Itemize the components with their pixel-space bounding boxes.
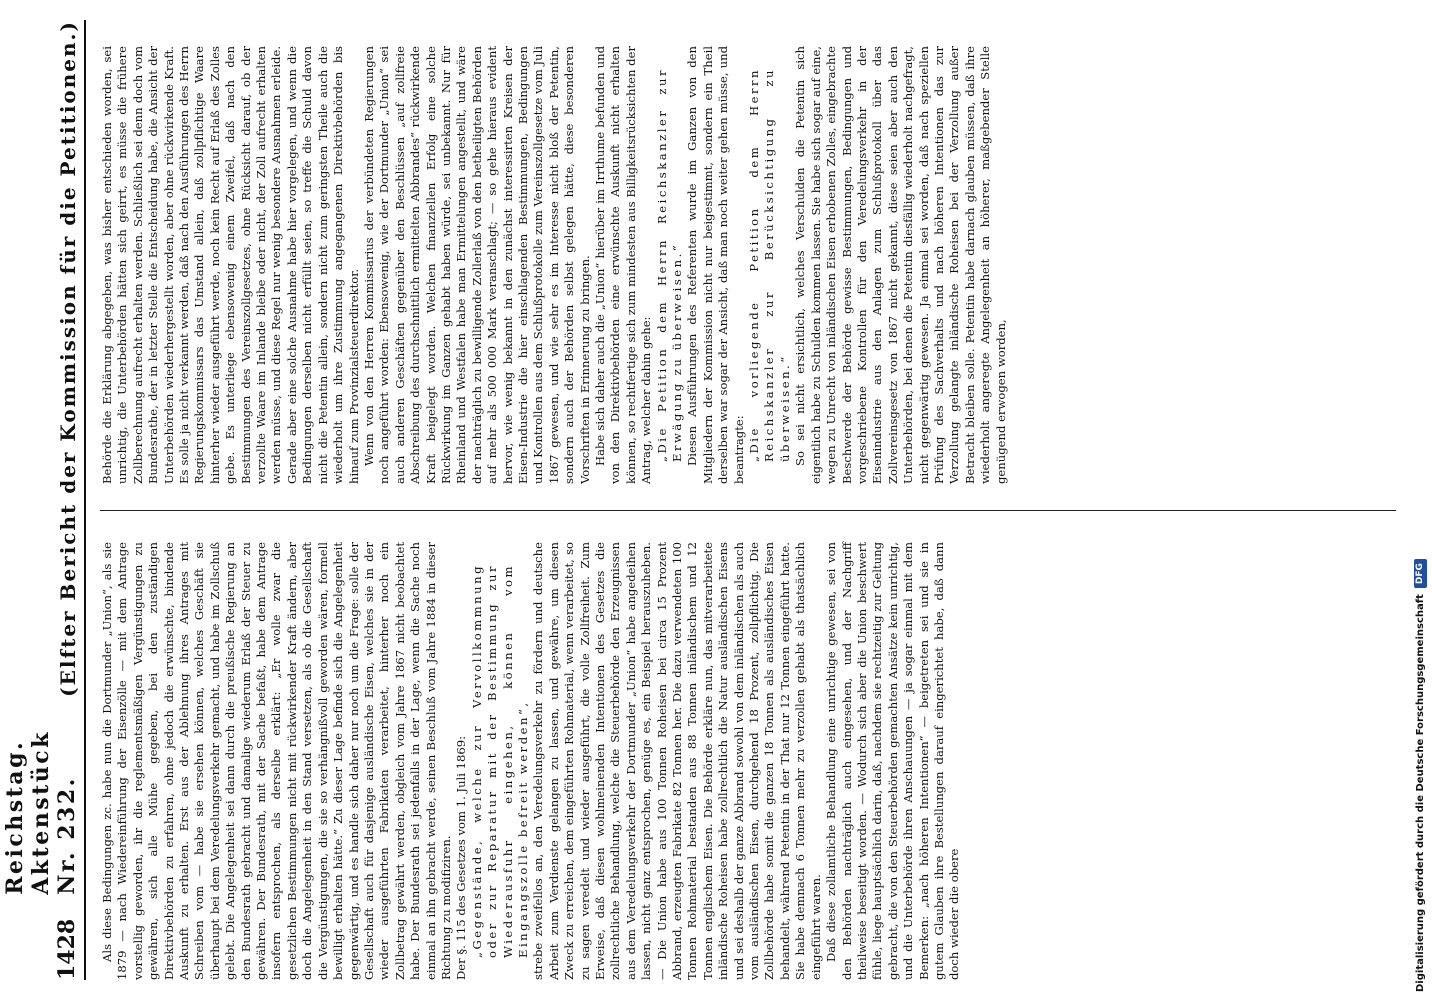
document-page: [2, 20, 1406, 980]
paragraph: Wenn von den Herren Kommissarius der verbündeten Regierungen noch angeführt worden: Ebensowenig, wie der Dortmunder „Union“ sei auch anderen Geschäften gegenüber den Beschlüssen „auf zollfreie Abschreibung des durchschnittlich ermittelten Abbrandes“ rückwirkende Kraft beigelegt worden. Welchen finanziellen Erfolg eine solche Rückwirkung im Ganzen gehabt haben würde, sei unbekannt. Nur für Rheinland und Westfalen habe man Ermittelungen angestellt, und wäre der nachträglich zu bewilligende Zollerlaß von den betheiligten Behörden auf mehr als 500 000 Mark veranschlagt; — so gehe hieraus evident hervor, wie wenig bekannt in den zunächst interessirten Kreisen der Eisen-Industrie die hier einschlagenden Bestimmungen, Bedingungen und Kontrollen aus dem Schlußprotokolle zum Vereinszollgesetze vom Juli 1867 gewesen, und wie sehr es im Interesse nicht bloß der Petentin, sondern auch der Behörden selbst gelegen hätte, diese besonderen Vorschriften in Erinnerung zu bringen.: [361, 46, 592, 484]
quotation: „Die Petition dem Herrn Reichskanzler zur Erwägung zu überweisen.“: [654, 68, 685, 462]
page-header: [2, 20, 86, 980]
footer-line: [1410, 2, 1430, 992]
column-divider: [100, 510, 1396, 511]
paragraph: strebe zweifellos an, den Veredelungsverkehr zu fördern und deutsche Arbeit zum Verdienste gelangen zu lassen, und gewähre, um diesen Zweck zu erreichen, dem eingeführten Rohmaterial, wenn verarbeitet, so zu sagen veredelt und wieder ausgeführt, die volle Zollfreiheit. Zum Erweise, daß diesen wohlmeinenden Intentionen des Gesetzes die zollrechtliche Behandlung, welche die Steuerbehörde den Erzeugnissen aus dem Veredelungsverkehr der Dortmunder „Union“ habe angedeihen lassen, nicht ganz entsprochen, genüge es, ein Beispiel herauszuheben. — Die Union habe aus 100 Tonnen Roheisen bei circa 15 Prozent Abbrand, erzeugten Fabrikate 82 Tonnen her. Die dazu verwendeten 100 Tonnen Rohmaterial bestanden aus 88 Tonnen inländischem und 12 Tonnen englischem Eisen. Die Behörde erkläre nun, das mitverarbeitete inländische Roheisen habe zollrechtlich die Natur ausländischen Eisens und sei deshalb der ganze Abbrand sowohl von dem inländischen als auch vom ausländischen Eisen, durchgehend 18 Prozent, zollpflichtig. Die Zollbehörde habe somit die ganzen 18 Tonnen als ausländisches Eisen behandelt, während Petentin in der That nur 12 Tonnen eingeführt hatte. Sie habe demnach 6 Tonnen mehr zu verzollen gehabt als thatsächlich eingeführt waren.: [531, 542, 823, 980]
page-number: 1428: [54, 918, 80, 980]
footer-text: Digitalisierung gefördert durch die Deutsche Forschungsgemeinschaft: [1414, 594, 1426, 992]
header-right-title: (Elfter Bericht der Kommission für die Petitionen.): [56, 20, 80, 697]
paragraph: Behörde die Erklärung abgegeben, was bisher entschieden worden, sei unrichtig, die Unterbehörden hätten sich geirrt, es müsse die frühere Zollberechnung aufrecht erhalten werden. Schließlich sei denn doch vom Bundesrathe, der in letzter Stelle die Entscheidung habe, die Ansicht der Unterbehörden wiederhergestellt worden, aber ohne rückwirkende Kraft. Es solle ja nicht verkannt werden, daß nach den Ausführungen des Herrn Regierungskommissars das Umstand allein, daß zollpflichtige Waare hinterher wieder ausgeführt werde, noch kein Recht auf Erlaß des Zolles gebe. Es unterliege ebensowenig einem Zweifel, daß nach den Bestimmungen des Vereinszollgesetzes, ohne Rücksicht darauf, ob der verzollte Waare im Inlande bleibe oder nicht, der Zoll aufrecht erhalten werden müsse, und diese Regel nur wenig besondere Ausnahmen erleide. Gerade aber eine solche Ausnahme habe hier vorgelegen, und wenn die Bedingungen derselben nicht erfüllt seien, so treffe die Schuld davon nicht die Petentin allein, sondern nicht zum geringsten Theile auch die wiederholt um ihre Zustimmung angegangenen Direktivbehörden bis hinauf zum Provinzialsteuerdirektor.: [100, 46, 361, 484]
header-left-title: Reichstag. Aktenstück Nr. 232.: [2, 730, 80, 895]
paragraph: Als diese Bedingungen zc. habe nun die Dortmunder „Union“, als sie 1879 — nach Wiedereinführung der Eisenzölle — mit dem Antrage vorstellig geworden, ihr die reglementsmäßigen Vergünstigungen zu gewähren, sich alle Mühe gegeben, bei den zuständigen Direktivbehörden zu erfahren, ohne jedoch die erwünschte, bindende Auskunft zu erhalten. Erst aus der Ablehnung ihres Antrages mit Schreiben vom — habe sie ersehen können, welches Geschäft sie überhaupt bei dem Veredelungsverkehr gemacht, und habe im Zollschuß gelebt. Die Angelegenheit sei dann durch die preußische Regierung an den Bundesrath gebracht und damalige wiederum Erlaß der Steuer zu gewähren. Der Bundesrath, mit der Sache befaßt, habe dem Antrage insofern entsprochen, als derselbe erklärt: „Er wolle zwar die gesetzlichen Bestimmungen nicht mit rückwirkender Kraft ändern, aber doch die Angelegenheit in den Stand versetzen, als ob die Gesellschaft die Vergünstigungen, die sie so verhängnißvoll geworden wären, formell bewilligt erhalten hätte.“ Zu dieser Lage befinde sich die Angelegenheit gegenwärtig, und es handle sich daher nur noch um die Frage: solle der Gesellschaft auch für dasjenige ausländische Eisen, welches sie in der wieder ausgeführten Fabrikaten verarbeitet, hinterher noch ein Zollbetrag gewährt werden, obgleich vom Jahre 1867 nicht beobachtet habe. Der Bundesrath sei jedenfalls in der Lage, wenn die Sache noch einmal an ihn gebracht werde, seinen Beschluß vom Jahre 1884 in dieser Richtung zu modifiziren.: [100, 542, 453, 980]
paragraph: Der §. 115 des Gesetzes vom 1. Juli 1869:: [454, 735, 469, 980]
digitization-footer: [1398, 0, 1432, 1000]
paragraph: Diesen Ausführungen des Referenten wurde im Ganzen von den Mitgliedern der Kommission nicht nur beigestimmt, sondern ein Theil derselben war sogar der Ansicht, daß man noch weiter gehen müsse, und beantragte:: [685, 46, 746, 484]
paragraph: Daß diese zollamtliche Behandlung eine unrichtige gewesen, sei von den Behörden nachträglich auch eingesehen, und der Nachgriff theilweise beseitigt worden. — Wodurch sich aber die Union beschwert fühle, liege hauptsächlich darin, daß, nachdem sie rechtzeitig zur Geltung gebracht, die von den Steuerbehörden gemachten Ansätze kein unrichtig, und die Unterbehörde ihren Anschauungen — ja sogar einmal mit dem Bemerken: „nach höheren Intentionen“ — beigetreten sei und sie in gutem Glauben ihre Bestellungen darauf eingerichtet habe, daß dann doch wieder die obere: [824, 542, 962, 980]
quotation: „Gegenstände, welche zur Vervollkommnung oder zur Reparatur mit der Bestimmung zur Wiederausfuhr eingehen, können vom Eingangszolle befreit werden“,: [469, 564, 530, 958]
left-column: [100, 542, 1406, 980]
paragraph: So sei nicht ersichtlich, welches Verschulden die Petentin sich eigentlich habe zu Schulden kommen lassen. Sie habe sich sogar auf eine, wegen zu Unrecht von inländischen Eisen erhobenen Zolles, eingebrachte Beschwerde der Behörde gewisse Bestimmungen, Bedingungen und vorgeschriebene Kontrollen für den Veredelungsverkehr in der Eisenindustrie aus den Anlagen zum Schlußprotokoll über das Zollvereinsgesetz von 1867 nicht gekannt, diese seien aber auch den Unterbehörden, bei denen die Petentin diesfällig wiederholt nachgefragt, nicht gegenwärtig gewesen. Ja einmal sei worden, daß nach speziellen Prüfung des Sachverhalts und nach höheren Intentionen das zur Verzollung gelangte inländische Roheisen bei der Verzollung außer Betracht bleiben solle. Petentin habe darnach glauben müssen, daß ihre wiederholt angeregte Angelegenheit an höherer, maßgebender Stelle genügend erwogen worden,: [793, 46, 1008, 484]
quotation: „Die vorliegende Petition dem Herrn Reichskanzler zur Berücksichtigung zu überweisen.“: [747, 68, 792, 462]
dfg-logo: DFG: [1414, 559, 1427, 588]
paragraph: Habe sich daher auch die „Union“ hierüber im Irrthume befunden und von den Direktivbehörden eine erwünschte Auskunft nicht erhalten können, so rechtfertige sich zum mindesten aus Billigkeitsrücksichten der Antrag, welcher dahin gehe:: [593, 46, 654, 484]
right-column: [100, 46, 1406, 484]
